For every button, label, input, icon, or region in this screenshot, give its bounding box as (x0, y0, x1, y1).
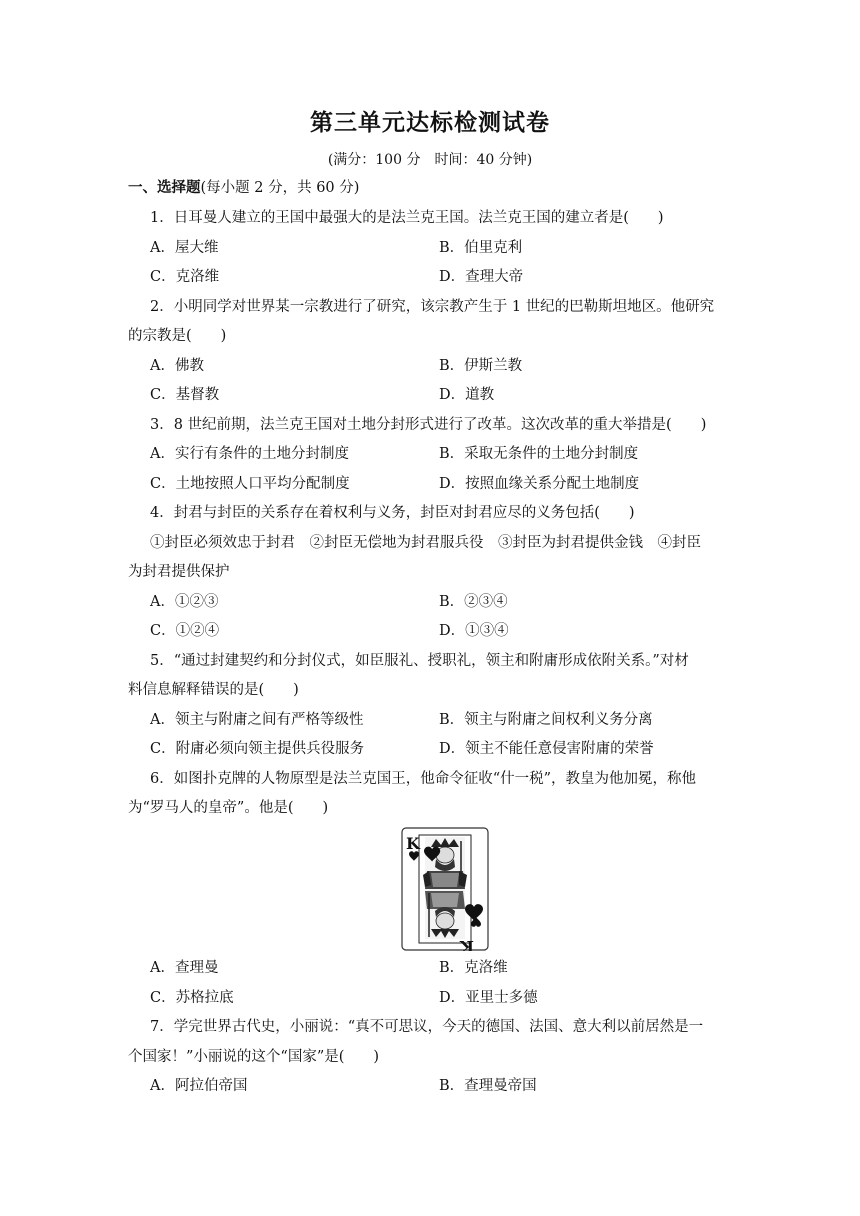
page-subtitle: (满分：100 分 时间：40 分钟) (327, 152, 533, 168)
option-c[interactable]: C．苏格拉底 (150, 990, 234, 1006)
option-b[interactable]: B．伯里克利 (439, 240, 523, 256)
option-b[interactable]: B．克洛维 (439, 960, 508, 976)
option-d[interactable]: D．按照血缘关系分配土地制度 (439, 476, 640, 492)
option-a[interactable]: A．领主与附庸之间有严格等级性 (150, 712, 364, 728)
question-stem: 7．学完世界古代史，小丽说：“真不可思议，今天的德国、法国、意大利以前居然是一 (150, 1019, 704, 1035)
option-d[interactable]: D．①③④ (439, 623, 509, 639)
card-rank-bottom: K (460, 937, 474, 951)
question-statements: ①封臣必须效忠于封君 ②封臣无偿地为封君服兵役 ③封臣为封君提供金钱 ④封臣 (150, 535, 701, 551)
question-stem-cont: 为“罗马人的皇帝”。他是( ) (128, 800, 329, 816)
option-b[interactable]: B．查理曼帝国 (439, 1078, 537, 1094)
option-b[interactable]: B．伊斯兰教 (439, 358, 523, 374)
option-a[interactable]: A．①②③ (150, 594, 219, 610)
option-c[interactable]: C．附庸必须向领主提供兵役服务 (150, 741, 365, 757)
question-stem: 3．8 世纪前期，法兰克王国对土地分封形式进行了改革。这次改革的重大举措是( ) (150, 417, 707, 433)
option-a[interactable]: A．查理曼 (150, 960, 219, 976)
option-d[interactable]: D．查理大帝 (439, 269, 524, 285)
king-of-hearts-card-image (401, 827, 489, 951)
question-stem: 6．如图扑克牌的人物原型是法兰克国王，他命令征收“什一税”，教皇为他加冕，称他 (150, 771, 697, 787)
question-stem: 5．“通过封建契约和分封仪式，如臣服礼、授职礼，领主和附庸形成依附关系。”对材 (150, 653, 689, 669)
option-a[interactable]: A．实行有条件的土地分封制度 (150, 446, 349, 462)
option-a[interactable]: A．佛教 (150, 358, 204, 374)
question-stem-cont: 个国家！”小丽说的这个“国家”是( ) (128, 1049, 380, 1065)
option-c[interactable]: C．①②④ (150, 623, 220, 639)
question-stem-cont: 料信息解释错误的是( ) (128, 682, 299, 698)
section-note: (每小题 2 分，共 60 分) (200, 180, 360, 196)
card-rank-top: K (406, 834, 420, 853)
option-b[interactable]: B．采取无条件的土地分封制度 (439, 446, 639, 462)
question-stem: 4．封君与封臣的关系存在着权利与义务，封臣对封君应尽的义务包括( ) (150, 505, 635, 521)
option-c[interactable]: C．克洛维 (150, 269, 220, 285)
option-b[interactable]: B．领主与附庸之间权利义务分离 (439, 712, 653, 728)
section-title: 一、选择题 (128, 180, 201, 196)
question-stem: 1．日耳曼人建立的王国中最强大的是法兰克王国。法兰克王国的建立者是( ) (150, 210, 664, 226)
question-statements-cont: 为封君提供保护 (128, 564, 230, 580)
option-a[interactable]: A．阿拉伯帝国 (150, 1078, 248, 1094)
page-title: 第三单元达标检测试卷 (310, 110, 550, 136)
option-c[interactable]: C．土地按照人口平均分配制度 (150, 476, 350, 492)
section-heading (128, 178, 359, 198)
option-b[interactable]: B．②③④ (439, 594, 508, 610)
option-d[interactable]: D．亚里士多德 (439, 990, 538, 1006)
option-d[interactable]: D．道教 (439, 387, 495, 403)
option-a[interactable]: A．屋大维 (150, 240, 219, 256)
question-stem: 2．小明同学对世界某一宗教进行了研究，该宗教产生于 1 世纪的巴勒斯坦地区。他研究 (150, 299, 715, 315)
option-c[interactable]: C．基督教 (150, 387, 220, 403)
option-d[interactable]: D．领主不能任意侵害附庸的荣誉 (439, 741, 654, 757)
question-stem-cont: 的宗教是( ) (128, 328, 227, 344)
